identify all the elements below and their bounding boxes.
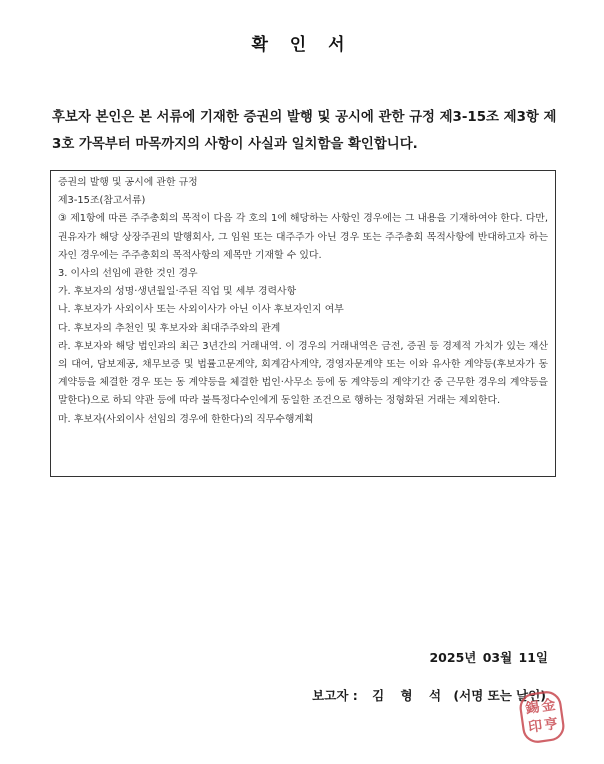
confirmation-statement: 후보자 본인은 본 서류에 기재한 증권의 발행 및 공시에 관한 규정 제3-15조 제3항 제3호 가목부터 마목까지의 사항이 사실과 일치함을 확인합니다. — [52, 110, 557, 152]
regulation-subitem-na: 나. 후보자가 사외이사 또는 사외이사가 아닌 이사 후보자인지 여부 — [58, 304, 344, 316]
regulation-item-3: 3. 이사의 선임에 관한 것인 경우 — [58, 268, 198, 280]
regulation-paragraph-3: ③ 제1항에 따른 주주총회의 목적이 다음 각 호의 1에 해당하는 사항인 경우에는 그 내용을 기재하여야 한다. 다만, 권유자가 해당 상장주권의 발행회사, 그 임원 또는 대주주가 아닌 경우 또는 주주총회 목적사항에 반대하고자 하는 자인 경우에는 주주총회의 목적사항의 제목만 기재할 수 있다. — [58, 213, 548, 261]
seal-stamp-icon — [519, 690, 565, 744]
signature-note: (서명 또는 날인) — [453, 688, 546, 703]
regulation-article: 제3-15조(참고서류) — [58, 195, 146, 207]
regulation-subitem-ra: 라. 후보자와 해당 법인과의 최근 3년간의 거래내역. 이 경우의 거래내역은 금전, 증권 등 경제적 가치가 있는 재산의 대여, 담보제공, 채무보증 및 법률고문계약, 회계감사계약, 경영자문계약 또는 이와 유사한 계약등(후보자가 동 계약등을 체결한 경우 또는 동 계약등을 체결한 법인·사무소 등에 동 계약등의 계약기간 중 근무한 경우의 계약등을 말한다)으로 하되 약관 등에 따라 불특정다수인에게 동일한 조건으로 행하는 정형화된 거래는 제외한다. — [58, 340, 548, 407]
reporter-label: 보고자 : — [312, 688, 358, 703]
regulation-subitem-da: 다. 후보자의 추천인 및 후보자와 최대주주와의 관계 — [58, 322, 281, 334]
regulation-box — [50, 170, 556, 477]
seal-char: 印 — [527, 718, 544, 736]
regulation-subitem-ga: 가. 후보자의 성명·생년월일·주된 직업 및 세부 경력사항 — [58, 286, 297, 298]
seal-char: 金 — [540, 697, 557, 715]
seal-char: 錫 — [524, 699, 541, 718]
regulation-subitem-ma: 마. 후보자(사외이사 선임의 경우에 한한다)의 직무수행계획 — [58, 413, 314, 425]
reporter-line — [312, 686, 546, 704]
reporter-name: 김 형 석 — [372, 688, 448, 703]
document-date: 2025년 03월 11일 — [429, 650, 548, 665]
regulation-heading: 증권의 발행 및 공시에 관한 규정 — [58, 177, 198, 188]
seal-char: 亨 — [543, 715, 560, 734]
document-title: 확 인 서 — [251, 35, 353, 55]
